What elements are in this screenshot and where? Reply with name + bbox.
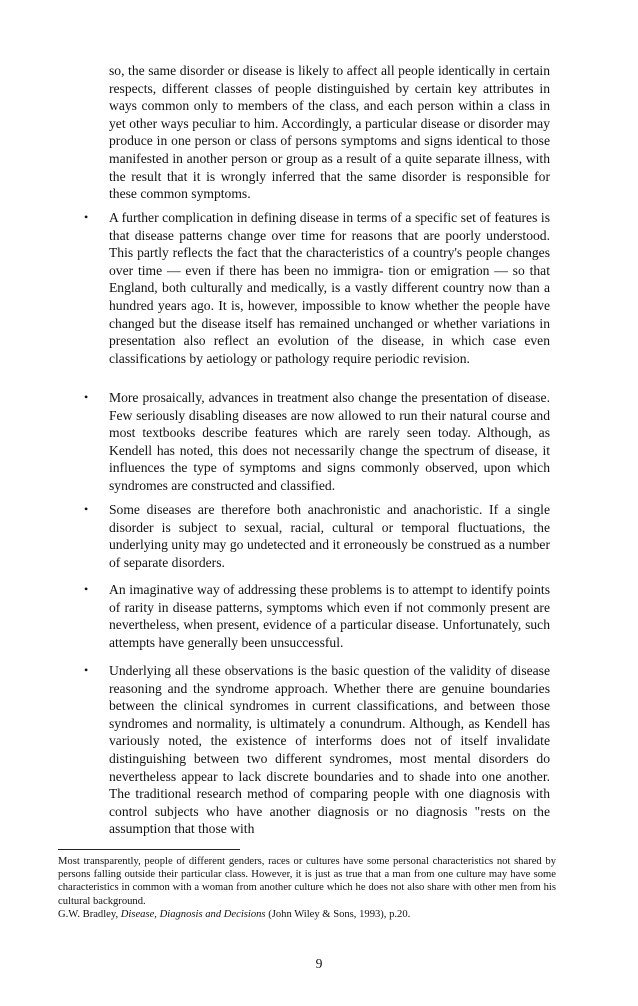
bullet-marker: • (84, 390, 89, 404)
footnote-text: Most transparently, people of different genders, races or cultures have some personal characteristics not shared by persons falling outside their particular class. However, it is just as true that a man from one culture may have some characteristics in common with a woman from another culture which he does not also share with other men from his cultural background. (58, 856, 556, 907)
bullet-paragraph-5: Underlying all these observations is the basic question of the validity of disease reasoning and the syndrome approach. Whether there are genuine boundaries between the clinical syndromes in current classifications, and between those syndromes and normality, is ultimately a conundrum. Although, as Kendell has variously noted, the existence of interforms does not of itself invalidate distinguishing between two different syndromes, most mental disorders do nevertheless appear to lack discrete boundaries and to shade into one another. The traditional research method of comparing people with one diagnosis with control subjects who have another diagnosis or no diagnosis "rests on the assumption that those with (109, 663, 550, 837)
continuation-paragraph: so, the same disorder or disease is likely to affect all people identically in certain respects, different classes of people distinguished by certain key attributes in ways common only to members of the class, and each person within a class in yet other ways peculiar to him. Accordingly, a particular disease or disorder may produce in one person or class of persons symptoms and signs identical to those manifested in another person or group as a result of a quite separate illness, with the result that it is wrongly inferred that the same disorder is responsible for these common symptoms. (109, 63, 550, 202)
page-number: 9 (315, 956, 323, 971)
citation-author: G.W. Bradley, (58, 909, 121, 920)
footnote-citation (58, 908, 556, 921)
bullet-marker: • (84, 582, 89, 596)
citation-publisher: (John Wiley & Sons, 1993), p.20. (265, 909, 411, 920)
bullet-marker: • (84, 502, 89, 516)
citation-title: Disease, Diagnosis and Decisions (120, 909, 266, 920)
footnote-divider (58, 849, 240, 850)
bullet-paragraph-1: A further complication in defining disease in terms of a specific set of features is that disease patterns change over time for reasons that are poorly understood. This partly reflects the fact that the characteristics of a country's people changes over time — even if there has been no immigra- tion or emigration — so that England, both culturally and medically, is a vastly different country now than a hundred years ago. It is, however, impossible to know whether the people have changed but the disease itself has remained unchanged or whether variations in presentation also reflect an evolution of the disease, in which case even classifications by aetiology or pathology require periodic revision. (109, 210, 550, 366)
bullet-paragraph-3: Some diseases are therefore both anachronistic and anachoristic. If a single disorder is subject to sexual, racial, cultural or temporal fluctuations, the underlying unity may go undetected and it erroneously be construed as a number of separate disorders. (109, 502, 550, 570)
bullet-marker: • (84, 210, 89, 224)
bullet-paragraph-4: An imaginative way of addressing these problems is to attempt to identify points of rarity in disease patterns, symptoms which even if not commonly present are nevertheless, when present, evidence of a particular disease. Unfortunately, such attempts have generally been unsuccessful. (109, 582, 550, 650)
bullet-paragraph-2: More prosaically, advances in treatment also change the presentation of disease. Few seriously disabling diseases are now allowed to run their natural course and most textbooks describe features which are rarely seen today. Although, as Kendell has noted, this does not necessarily change the spectrum of disease, it influences the type of symptoms and signs commonly observed, upon which syndromes are constructed and classified. (109, 390, 550, 493)
bullet-marker: • (84, 663, 89, 677)
